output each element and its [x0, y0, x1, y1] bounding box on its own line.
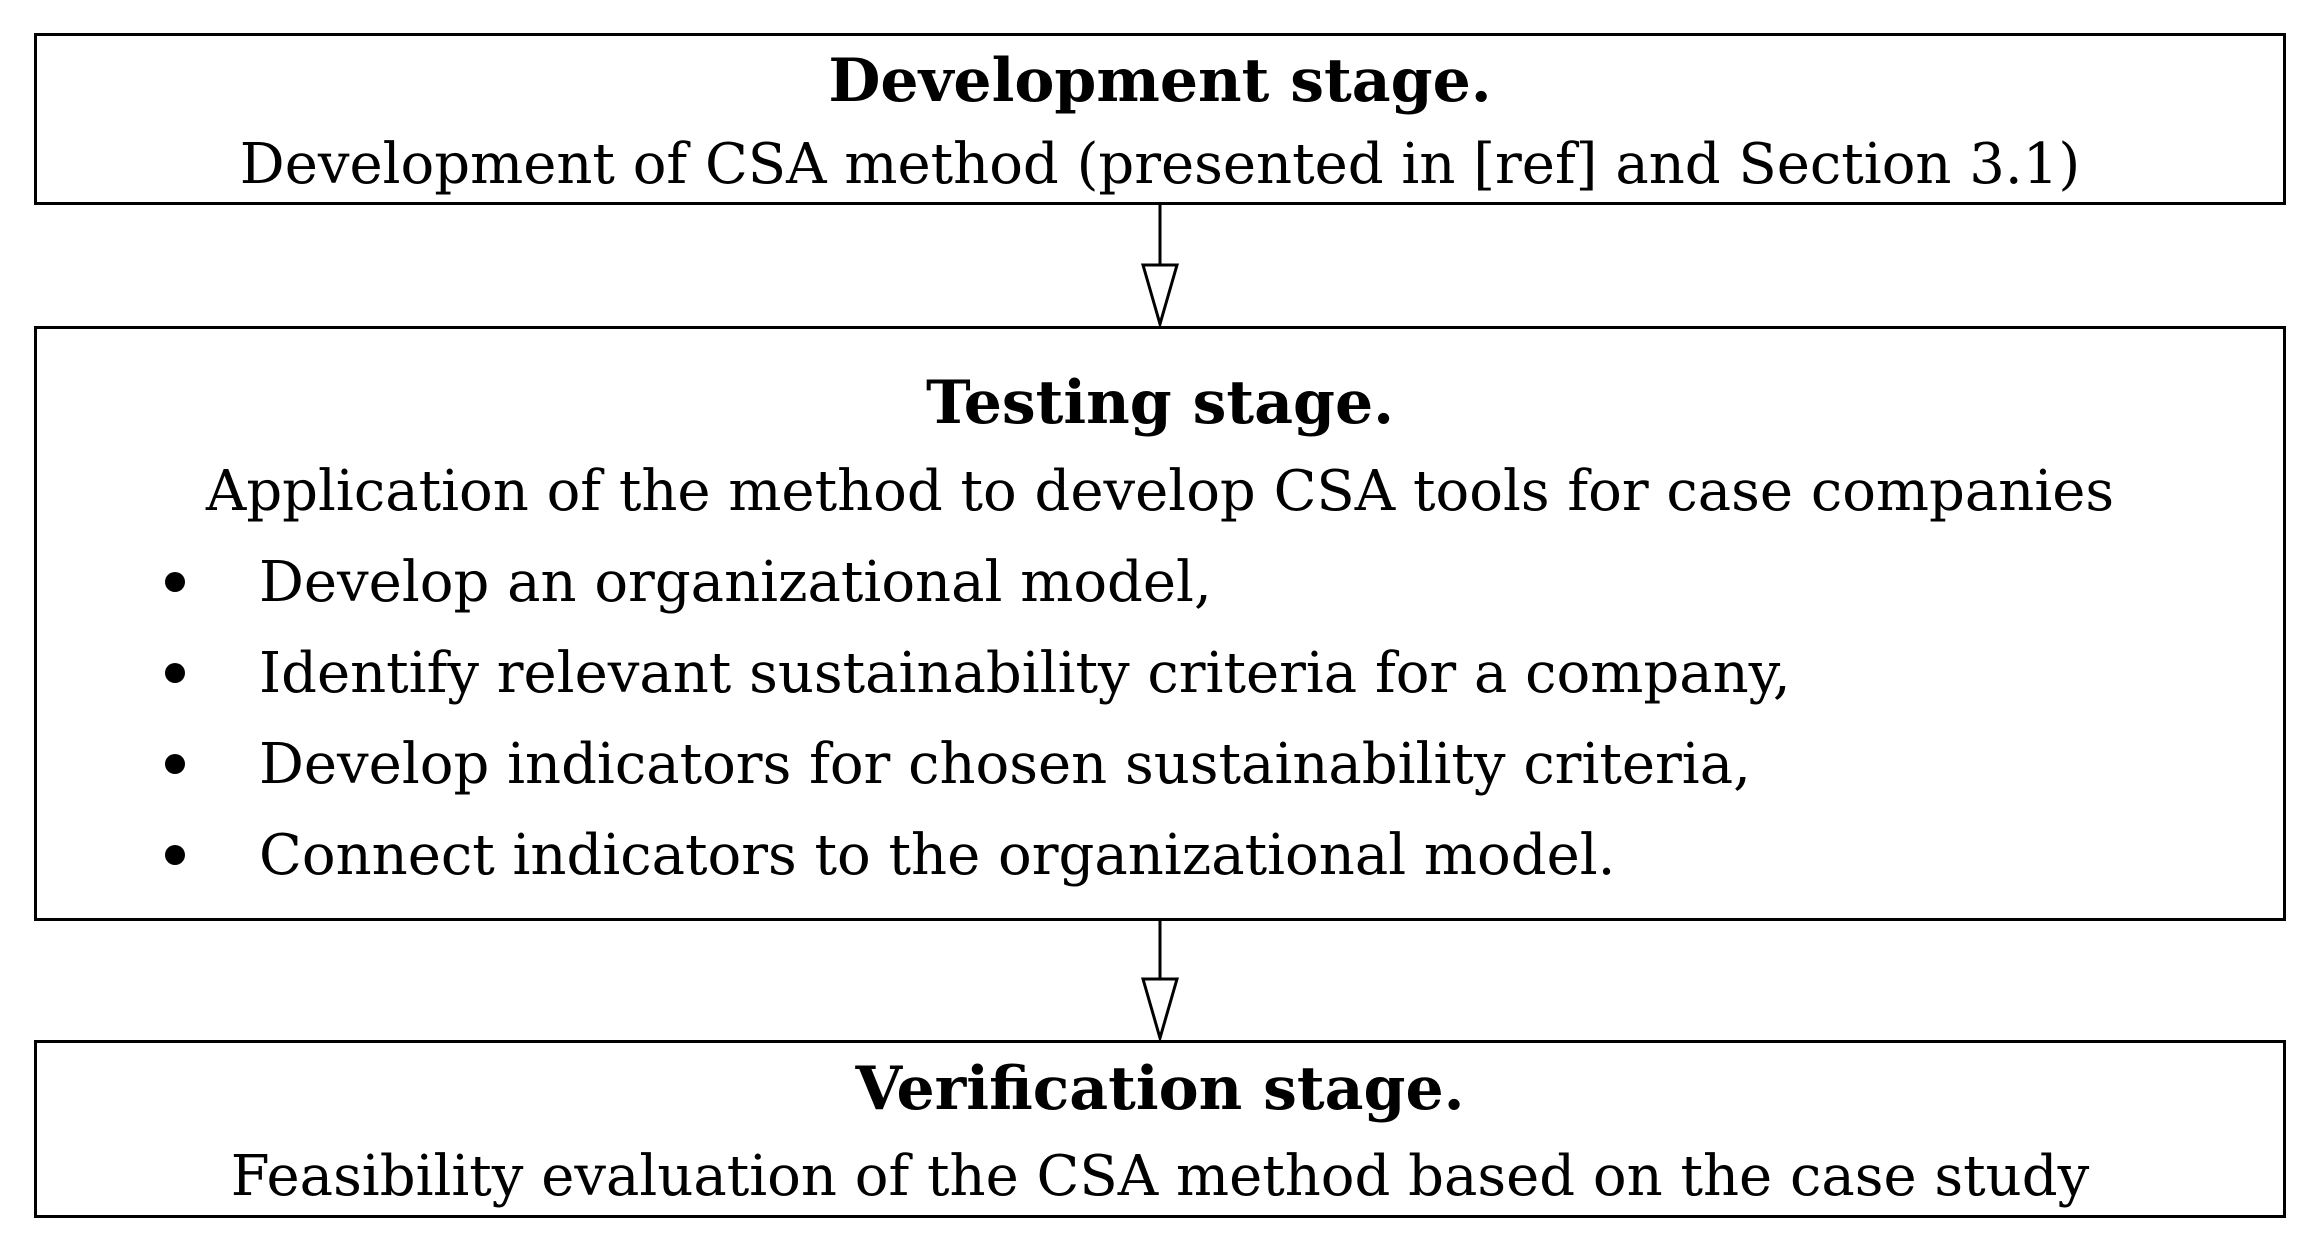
- arrow-testing-to-verification: [1120, 921, 1200, 1040]
- verification-stage-description: Feasibility evaluation of the CSA method based on the case study: [230, 1144, 2090, 1209]
- testing-step-text: Connect indicators to the organizational model.: [259, 823, 1616, 888]
- testing-step-text: Identify relevant sustainability criteria for a company,: [259, 641, 1791, 706]
- testing-stage-box: [34, 326, 2286, 921]
- bullet-icon: [165, 845, 185, 865]
- arrow-development-to-testing: [1120, 205, 1200, 326]
- testing-step-text: Develop an organizational model,: [259, 550, 1212, 615]
- testing-step-text: Develop indicators for chosen sustainability criteria,: [259, 732, 1751, 797]
- development-stage-title: Development stage.: [828, 46, 1492, 116]
- list-item: [37, 719, 2283, 810]
- bullet-icon: [165, 663, 185, 683]
- bullet-icon: [165, 754, 185, 774]
- list-item: [37, 628, 2283, 719]
- development-stage-box: [34, 33, 2286, 205]
- verification-stage-box: [34, 1040, 2286, 1218]
- testing-steps-list: [37, 537, 2283, 901]
- list-item: [37, 537, 2283, 628]
- list-item: [37, 810, 2283, 901]
- bullet-icon: [165, 572, 185, 592]
- testing-stage-title: Testing stage.: [925, 368, 1395, 438]
- testing-stage-description: Application of the method to develop CSA tools for case companies: [205, 459, 2115, 524]
- development-stage-description: Development of CSA method (presented in [ref] and Section 3.1): [239, 132, 2081, 197]
- verification-stage-title: Verification stage.: [855, 1054, 1465, 1124]
